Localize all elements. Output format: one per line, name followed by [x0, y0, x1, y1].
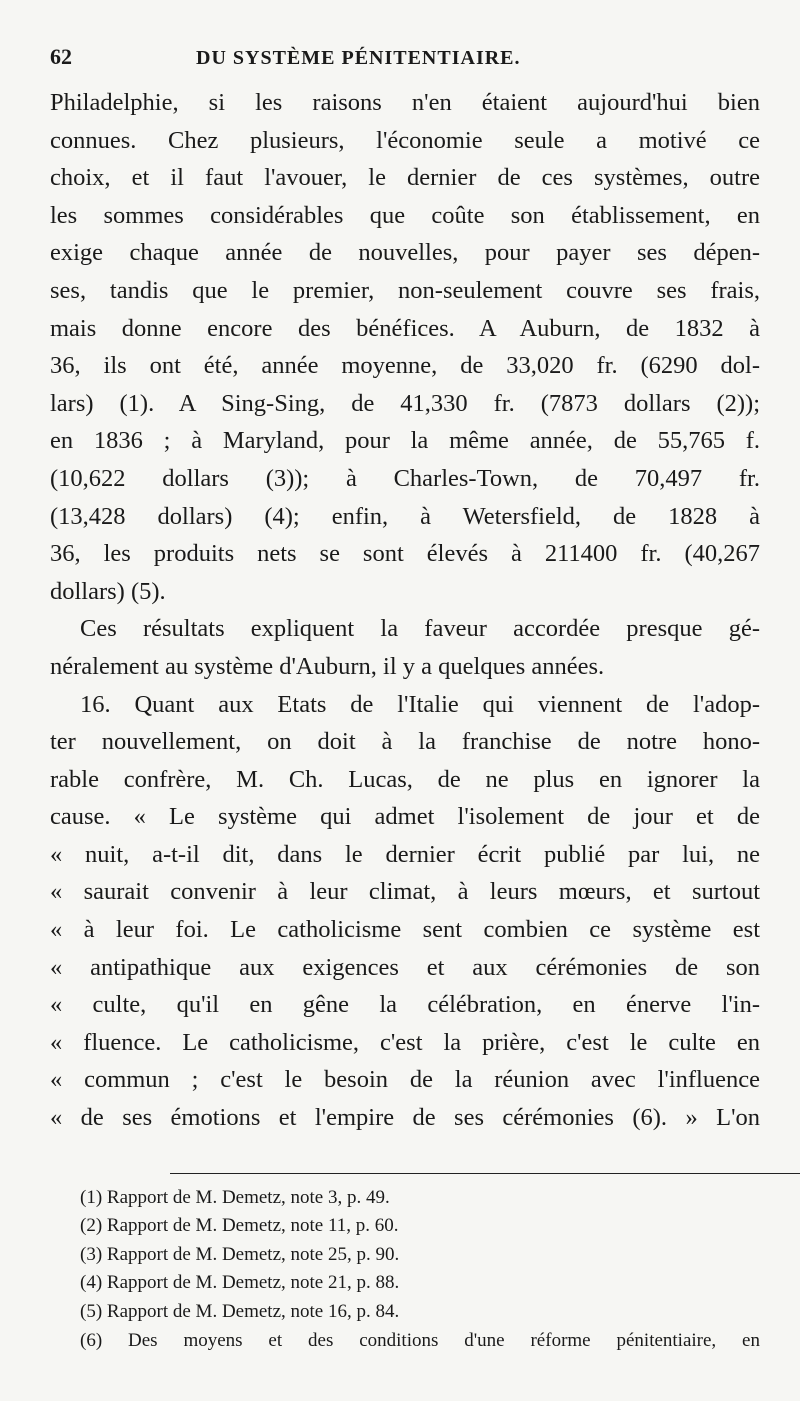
- text-line: « antipathique aux exigences et aux cérémonies de son: [50, 953, 760, 981]
- text-line: ter nouvellement, on doit à la franchise de notre hono-: [50, 728, 760, 756]
- text-line: Philadelphie, si les raisons n'en étaient aujourd'hui bien: [50, 89, 760, 116]
- text-line: « nuit, a-t-il dit, dans le dernier écrit publié par lui, ne: [50, 840, 760, 868]
- text-line: mais donne encore des bénéfices. A Auburn, de 1832 à: [50, 314, 760, 342]
- text-line: 16. Quant aux Etats de l'Italie qui viennent de l'adop-: [80, 690, 760, 718]
- text-line: « de ses émotions et l'empire de ses cérémonies (6). » L'on: [50, 1104, 760, 1132]
- text-line: en 1836 ; à Maryland, pour la même année, de 55,765 f.: [50, 427, 760, 455]
- text-line: exige chaque année de nouvelles, pour payer ses dépen-: [50, 239, 760, 267]
- text-line: cause. « Le système qui admet l'isolement de jour et de: [50, 803, 760, 831]
- text-line: les sommes considérables que coûte son établissement, en: [50, 201, 760, 229]
- page-number: 62: [50, 44, 72, 69]
- footnote-rule: [170, 1173, 800, 1174]
- footnote: (3) Rapport de M. Demetz, note 25, p. 90.: [80, 1243, 400, 1265]
- footnote: (6) Des moyens et des conditions d'une réforme pénitentiaire, en: [80, 1329, 760, 1351]
- text-line: dollars) (5).: [50, 577, 166, 605]
- text-line: 36, les produits nets se sont élevés à 211400 fr. (40,267: [50, 540, 760, 568]
- text-line: néralement au système d'Auburn, il y a quelques années.: [50, 652, 605, 680]
- running-title: DU SYSTÈME PÉNITENTIAIRE.: [196, 47, 521, 69]
- text-line: choix, et il faut l'avouer, le dernier de ces systèmes, outre: [50, 164, 760, 192]
- footnote: (5) Rapport de M. Demetz, note 16, p. 84.: [80, 1301, 400, 1322]
- text-line: rable confrère, M. Ch. Lucas, de ne plus en ignorer la: [50, 765, 760, 793]
- text-line: Ces résultats expliquent la faveur accordée presque gé-: [80, 615, 760, 643]
- text-line: « fluence. Le catholicisme, c'est la prière, c'est le culte en: [50, 1028, 760, 1056]
- text-line: « saurait convenir à leur climat, à leurs mœurs, et surtout: [50, 878, 760, 906]
- text-line: lars) (1). A Sing-Sing, de 41,330 fr. (7873 dollars (2));: [50, 389, 760, 417]
- text-line: (13,428 dollars) (4); enfin, à Wetersfield, de 1828 à: [50, 502, 760, 530]
- text-line: (10,622 dollars (3)); à Charles-Town, de 70,497 fr.: [50, 464, 760, 492]
- body-text: [50, 84, 760, 1137]
- footnote: (2) Rapport de M. Demetz, note 11, p. 60.: [80, 1215, 399, 1237]
- footnote: (1) Rapport de M. Demetz, note 3, p. 49.: [80, 1186, 390, 1208]
- footnotes: [50, 1184, 760, 1356]
- text-line: connues. Chez plusieurs, l'économie seule a motivé ce: [50, 126, 760, 154]
- text-line: « commun ; c'est le besoin de la réunion avec l'influence: [50, 1066, 760, 1094]
- page-header: [50, 44, 760, 84]
- text-line: « à leur foi. Le catholicisme sent combien ce système est: [50, 916, 760, 944]
- text-line: « culte, qu'il en gêne la célébration, en énerve l'in-: [50, 991, 760, 1019]
- footnote: (4) Rapport de M. Demetz, note 21, p. 88.: [80, 1272, 400, 1294]
- text-line: ses, tandis que le premier, non-seulement couvre ses frais,: [50, 276, 760, 304]
- text-line: 36, ils ont été, année moyenne, de 33,020 fr. (6290 dol-: [50, 352, 760, 380]
